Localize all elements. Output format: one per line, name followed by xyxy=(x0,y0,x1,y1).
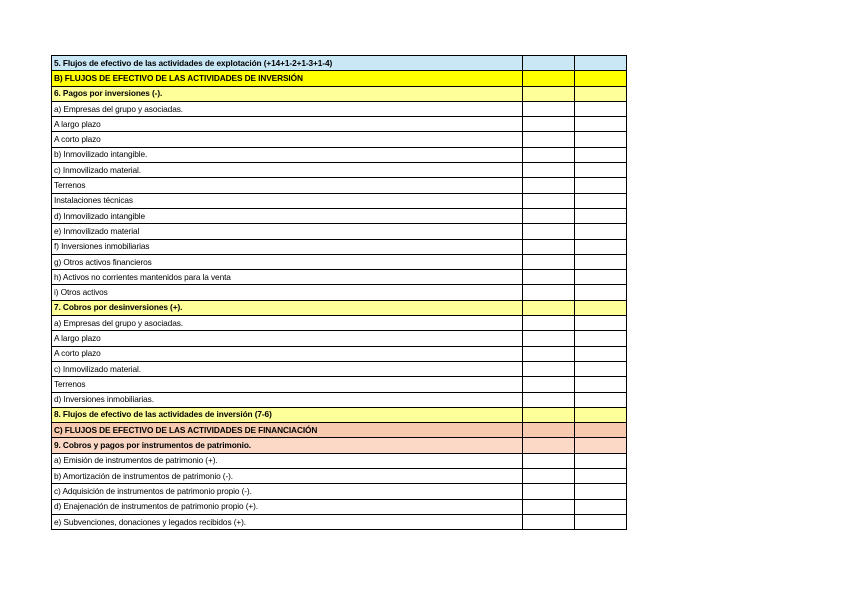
value-cell-2[interactable] xyxy=(575,254,627,269)
value-cell-2[interactable] xyxy=(575,270,627,285)
value-cell-1[interactable] xyxy=(523,193,575,208)
cash-flow-table xyxy=(51,55,627,530)
value-cell-2[interactable] xyxy=(575,208,627,223)
table-row xyxy=(52,224,627,239)
value-cell-1[interactable] xyxy=(523,163,575,178)
table-row xyxy=(52,361,627,376)
value-cell-1[interactable] xyxy=(523,499,575,514)
row-label-cell[interactable]: 7. Cobros por desinversiones (+). xyxy=(52,300,523,315)
value-cell-2[interactable] xyxy=(575,239,627,254)
table-row xyxy=(52,331,627,346)
value-cell-2[interactable] xyxy=(575,101,627,116)
value-cell-2[interactable] xyxy=(575,377,627,392)
row-label-cell[interactable]: d) Enajenación de instrumentos de patrimonio propio (+). xyxy=(52,499,523,514)
value-cell-2[interactable] xyxy=(575,469,627,484)
row-label-cell[interactable]: d) Inmovilizado intangible xyxy=(52,208,523,223)
row-label-cell[interactable]: 8. Flujos de efectivo de las actividades de inversión (7-6) xyxy=(52,407,523,422)
value-cell-1[interactable] xyxy=(523,300,575,315)
value-cell-1[interactable] xyxy=(523,484,575,499)
row-label-cell[interactable]: h) Activos no corrientes mantenidos para la venta xyxy=(52,270,523,285)
value-cell-1[interactable] xyxy=(523,86,575,101)
table-row xyxy=(52,178,627,193)
row-label-cell[interactable]: e) Subvenciones, donaciones y legados recibidos (+). xyxy=(52,514,523,529)
value-cell-1[interactable] xyxy=(523,514,575,529)
table-row xyxy=(52,86,627,101)
value-cell-2[interactable] xyxy=(575,346,627,361)
table-row xyxy=(52,346,627,361)
value-cell-1[interactable] xyxy=(523,438,575,453)
value-cell-2[interactable] xyxy=(575,193,627,208)
value-cell-1[interactable] xyxy=(523,270,575,285)
value-cell-2[interactable] xyxy=(575,499,627,514)
table-row xyxy=(52,285,627,300)
value-cell-1[interactable] xyxy=(523,178,575,193)
table-row xyxy=(52,132,627,147)
value-cell-1[interactable] xyxy=(523,147,575,162)
value-cell-1[interactable] xyxy=(523,407,575,422)
table-row xyxy=(52,147,627,162)
value-cell-1[interactable] xyxy=(523,71,575,86)
value-cell-2[interactable] xyxy=(575,147,627,162)
row-label-cell[interactable]: B) FLUJOS DE EFECTIVO DE LAS ACTIVIDADES DE INVERSIÓN xyxy=(52,71,523,86)
table-row xyxy=(52,71,627,86)
value-cell-1[interactable] xyxy=(523,469,575,484)
row-label-cell[interactable]: d) Inversiones inmobiliarias. xyxy=(52,392,523,407)
value-cell-1[interactable] xyxy=(523,392,575,407)
value-cell-1[interactable] xyxy=(523,101,575,116)
value-cell-1[interactable] xyxy=(523,224,575,239)
row-label-cell[interactable]: 5. Flujos de efectivo de las actividades de explotación (+14+1-2+1-3+1-4) xyxy=(52,56,523,71)
value-cell-2[interactable] xyxy=(575,514,627,529)
value-cell-2[interactable] xyxy=(575,423,627,438)
row-label-cell[interactable]: b) Inmovilizado intangible. xyxy=(52,147,523,162)
row-label-cell[interactable]: C) FLUJOS DE EFECTIVO DE LAS ACTIVIDADES DE FINANCIACIÓN xyxy=(52,423,523,438)
value-cell-1[interactable] xyxy=(523,316,575,331)
value-cell-1[interactable] xyxy=(523,377,575,392)
value-cell-2[interactable] xyxy=(575,132,627,147)
value-cell-1[interactable] xyxy=(523,56,575,71)
row-label-cell[interactable]: Terrenos xyxy=(52,178,523,193)
row-label-cell[interactable]: 6. Pagos por inversiones (-). xyxy=(52,86,523,101)
table-row xyxy=(52,453,627,468)
value-cell-2[interactable] xyxy=(575,163,627,178)
row-label-cell[interactable]: a) Empresas del grupo y asociadas. xyxy=(52,316,523,331)
table-row xyxy=(52,117,627,132)
value-cell-1[interactable] xyxy=(523,117,575,132)
row-label-cell[interactable]: c) Inmovilizado material. xyxy=(52,163,523,178)
table-row xyxy=(52,484,627,499)
value-cell-2[interactable] xyxy=(575,71,627,86)
value-cell-2[interactable] xyxy=(575,392,627,407)
table-row xyxy=(52,407,627,422)
table-row xyxy=(52,193,627,208)
table-row xyxy=(52,499,627,514)
value-cell-2[interactable] xyxy=(575,484,627,499)
table-row xyxy=(52,377,627,392)
value-cell-1[interactable] xyxy=(523,285,575,300)
row-label-cell[interactable]: Terrenos xyxy=(52,377,523,392)
value-cell-2[interactable] xyxy=(575,300,627,315)
table-row xyxy=(52,208,627,223)
value-cell-2[interactable] xyxy=(575,407,627,422)
value-cell-2[interactable] xyxy=(575,316,627,331)
value-cell-2[interactable] xyxy=(575,86,627,101)
value-cell-2[interactable] xyxy=(575,438,627,453)
table-row xyxy=(52,300,627,315)
row-label-cell[interactable]: Instalaciones técnicas xyxy=(52,193,523,208)
value-cell-2[interactable] xyxy=(575,56,627,71)
row-label-cell[interactable]: c) Inmovilizado material. xyxy=(52,361,523,376)
value-cell-2[interactable] xyxy=(575,331,627,346)
value-cell-2[interactable] xyxy=(575,178,627,193)
row-label-cell[interactable]: a) Emisión de instrumentos de patrimonio (+). xyxy=(52,453,523,468)
table-row xyxy=(52,423,627,438)
value-cell-1[interactable] xyxy=(523,331,575,346)
table-row xyxy=(52,514,627,529)
value-cell-2[interactable] xyxy=(575,117,627,132)
value-cell-2[interactable] xyxy=(575,285,627,300)
value-cell-1[interactable] xyxy=(523,346,575,361)
value-cell-1[interactable] xyxy=(523,132,575,147)
table-row xyxy=(52,56,627,71)
table-row xyxy=(52,101,627,116)
row-label-cell[interactable]: e) Inmovilizado material xyxy=(52,224,523,239)
value-cell-2[interactable] xyxy=(575,224,627,239)
value-cell-1[interactable] xyxy=(523,361,575,376)
table-row xyxy=(52,163,627,178)
row-label-cell[interactable]: 9. Cobros y pagos por instrumentos de patrimonio. xyxy=(52,438,523,453)
value-cell-1[interactable] xyxy=(523,254,575,269)
row-label-cell[interactable]: c) Adquisición de instrumentos de patrimonio propio (-). xyxy=(52,484,523,499)
table-row xyxy=(52,239,627,254)
row-label-cell[interactable]: i) Otros activos xyxy=(52,285,523,300)
table-row xyxy=(52,254,627,269)
row-label-cell[interactable]: b) Amortización de instrumentos de patrimonio (-). xyxy=(52,469,523,484)
table-row xyxy=(52,438,627,453)
table-row xyxy=(52,316,627,331)
table-row xyxy=(52,469,627,484)
table-row xyxy=(52,392,627,407)
row-label-cell[interactable]: A largo plazo xyxy=(52,331,523,346)
row-label-cell[interactable]: A corto plazo xyxy=(52,132,523,147)
row-label-cell[interactable]: f) Inversiones inmobiliarias xyxy=(52,239,523,254)
table-row xyxy=(52,270,627,285)
value-cell-1[interactable] xyxy=(523,239,575,254)
row-label-cell[interactable]: g) Otros activos financieros xyxy=(52,254,523,269)
row-label-cell[interactable]: A largo plazo xyxy=(52,117,523,132)
row-label-cell[interactable]: A corto plazo xyxy=(52,346,523,361)
value-cell-2[interactable] xyxy=(575,453,627,468)
value-cell-1[interactable] xyxy=(523,208,575,223)
value-cell-1[interactable] xyxy=(523,453,575,468)
value-cell-2[interactable] xyxy=(575,361,627,376)
row-label-cell[interactable]: a) Empresas del grupo y asociadas. xyxy=(52,101,523,116)
value-cell-1[interactable] xyxy=(523,423,575,438)
cash-flow-table-body xyxy=(52,56,627,530)
